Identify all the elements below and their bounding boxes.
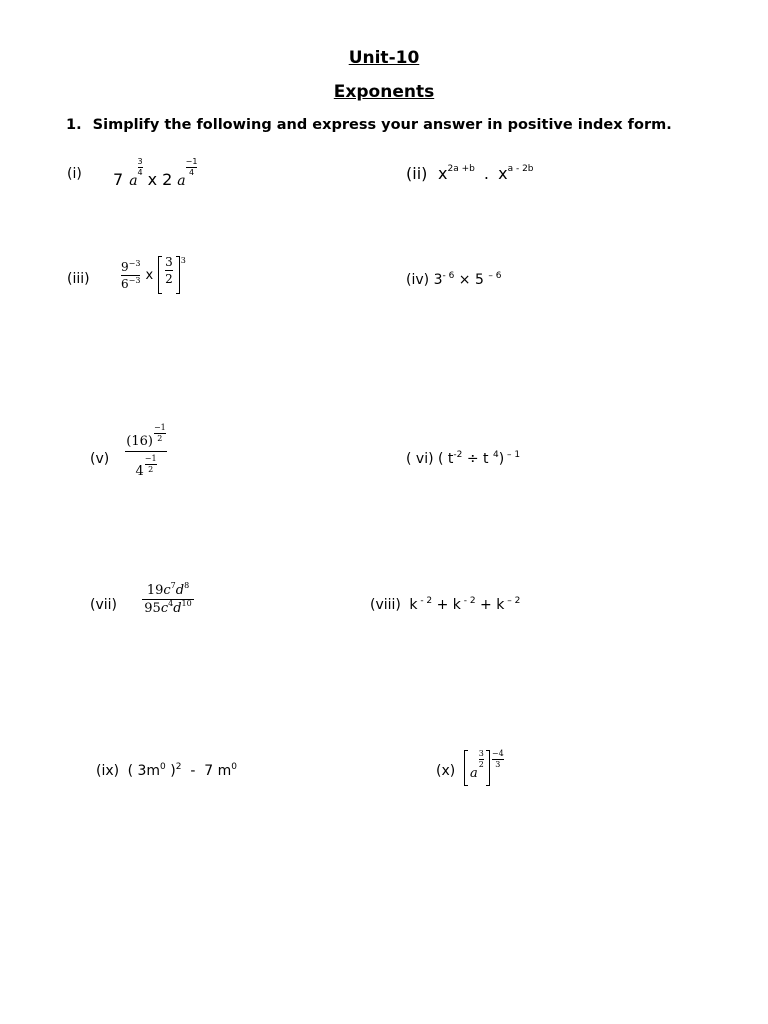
exponent: 2a +b bbox=[447, 164, 475, 174]
fraction bbox=[165, 256, 173, 285]
numerator: 3 bbox=[165, 255, 173, 269]
problem-ii-label: (ii) bbox=[406, 164, 428, 183]
base: a bbox=[129, 173, 138, 189]
problem-x-label: (x) bbox=[436, 763, 456, 779]
exp-num: −1 bbox=[144, 454, 157, 463]
numerator: 9 bbox=[121, 259, 129, 274]
base: x bbox=[438, 164, 448, 183]
problem-vi bbox=[406, 451, 520, 467]
base: a bbox=[177, 173, 186, 189]
var-d: d bbox=[173, 601, 182, 616]
problem-v-expression bbox=[125, 424, 167, 478]
base: 4 bbox=[135, 464, 144, 479]
inner-term bbox=[470, 750, 484, 781]
exponent: -2 bbox=[453, 450, 463, 460]
problem-v-label: (v) bbox=[90, 451, 110, 467]
exp-den: 3 bbox=[495, 760, 501, 769]
problem-vii-expression bbox=[142, 581, 194, 616]
close-paren: ) bbox=[165, 763, 176, 779]
exponent: 0 bbox=[160, 762, 166, 772]
coef: 19 bbox=[146, 583, 164, 598]
problem-i-expression bbox=[113, 158, 197, 189]
coef: 2 bbox=[162, 170, 173, 189]
divide-term: ÷ t bbox=[462, 451, 493, 467]
problem-ix-label: (ix) bbox=[96, 763, 120, 779]
times-sign: x bbox=[147, 170, 158, 189]
exponent: 0 bbox=[231, 762, 238, 772]
exp-num: 3 bbox=[478, 749, 484, 758]
coef: 95 bbox=[144, 601, 161, 616]
fraction bbox=[121, 258, 141, 291]
denominator bbox=[144, 599, 192, 616]
exp-den: 2 bbox=[157, 434, 163, 443]
exponent bbox=[138, 158, 143, 177]
exponent: a - 2b bbox=[507, 164, 534, 174]
exponent: - 2 bbox=[417, 596, 433, 606]
denominator: 6 bbox=[121, 276, 129, 291]
exp-num: −4 bbox=[491, 749, 504, 758]
open-term: ( 3m bbox=[127, 763, 161, 779]
exp-den: 4 bbox=[189, 168, 195, 177]
exp-num: 3 bbox=[137, 157, 143, 166]
bracket-group bbox=[158, 256, 186, 294]
exponent: −3 bbox=[128, 275, 141, 285]
exp-num: −1 bbox=[153, 423, 166, 432]
exponent: – 1 bbox=[504, 450, 521, 460]
problem-i-label: (i) bbox=[67, 166, 82, 182]
problem-vi-label: ( vi) bbox=[406, 451, 434, 467]
denominator bbox=[135, 455, 156, 478]
var-c: c bbox=[160, 601, 169, 616]
base: a bbox=[470, 766, 478, 781]
exponent: 4 bbox=[492, 450, 499, 460]
problem-ii-expression bbox=[438, 164, 534, 183]
dot-sign: . bbox=[483, 164, 490, 183]
exponent bbox=[145, 455, 157, 474]
base: x bbox=[498, 164, 508, 183]
question-instruction bbox=[66, 117, 672, 133]
base: (16) bbox=[126, 434, 153, 449]
exponent: – 6 bbox=[488, 271, 502, 281]
numerator bbox=[146, 581, 190, 598]
numerator bbox=[126, 424, 165, 448]
exponent: 2 bbox=[175, 762, 182, 772]
problem-iii-expression bbox=[121, 256, 186, 294]
times-sign: x bbox=[145, 267, 154, 283]
problem-x-expression bbox=[464, 750, 504, 786]
exp-den: 4 bbox=[137, 168, 143, 177]
exponent: 4 bbox=[168, 599, 174, 608]
exponent: – 2 bbox=[504, 596, 521, 606]
problem-viii-label: (viii) bbox=[370, 597, 401, 613]
exp-num: −1 bbox=[185, 157, 198, 166]
times-five: × 5 bbox=[454, 272, 489, 288]
exponent: −3 bbox=[128, 258, 141, 268]
exponent bbox=[186, 158, 198, 177]
var-d: d bbox=[175, 583, 185, 598]
term: + k bbox=[432, 597, 461, 613]
exponent: - 6 bbox=[442, 271, 455, 281]
exp-den: 2 bbox=[148, 465, 154, 474]
term: k bbox=[409, 597, 418, 613]
exp-den: 2 bbox=[478, 760, 484, 769]
problem-iv bbox=[406, 272, 501, 288]
coef: 7 bbox=[113, 170, 124, 189]
problem-viii bbox=[370, 597, 520, 613]
exponent: 3 bbox=[180, 256, 186, 265]
minus-term: - 7 m bbox=[181, 763, 232, 779]
exponent bbox=[479, 750, 484, 769]
problem-vii-label: (vii) bbox=[90, 597, 117, 613]
denominator: 2 bbox=[165, 272, 173, 286]
problem-ix bbox=[96, 763, 237, 779]
question-text: Simplify the following and express your answer in positive index form. bbox=[92, 117, 672, 133]
base: 3 bbox=[433, 272, 443, 288]
outer-exponent bbox=[492, 750, 504, 769]
exponent: 7 bbox=[170, 581, 176, 590]
problem-iv-label: (iv) bbox=[406, 272, 430, 288]
question-number: 1. bbox=[66, 117, 82, 133]
exponent: - 2 bbox=[460, 596, 476, 606]
topic-title: Exponents bbox=[333, 82, 435, 102]
close-paren: ) bbox=[498, 451, 505, 467]
var-c: c bbox=[163, 583, 171, 598]
exponent bbox=[154, 424, 166, 443]
problem-iii-label: (iii) bbox=[67, 271, 90, 287]
exponent: 10 bbox=[181, 599, 192, 608]
term: + k bbox=[475, 597, 505, 613]
open-term: ( t bbox=[438, 451, 454, 467]
exponent: 8 bbox=[184, 581, 190, 590]
unit-title: Unit-10 bbox=[348, 48, 420, 68]
